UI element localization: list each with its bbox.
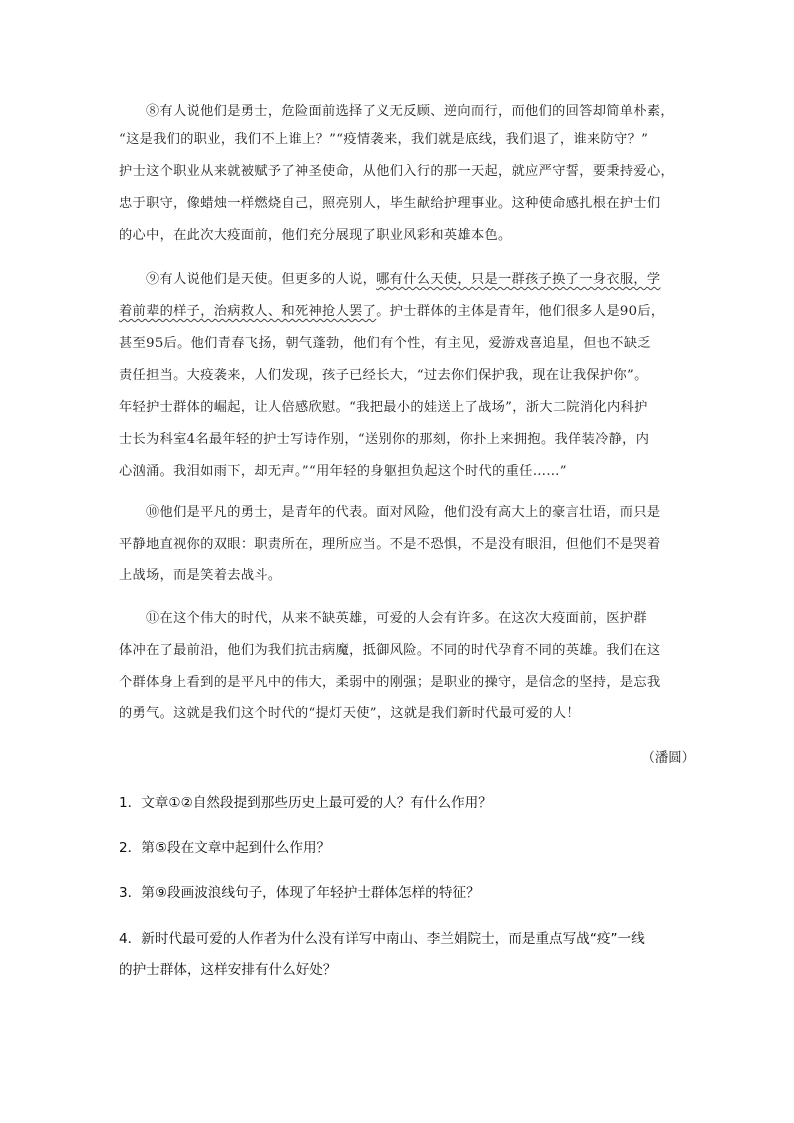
paragraph-line: ⑧有人说他们是勇士，危险面前选择了义无反顾、逆向而行，而他们的回答却简单朴素， — [146, 104, 674, 119]
paragraph-line: 体冲在了最前沿，他们为我们抗击病魔，抵御风险。不同的时代孕育不同的英雄。我们在这 — [119, 643, 661, 658]
wavy-underlined-sentence: 着前辈的样子，治病救人、和死神抢人罢了 — [119, 304, 377, 319]
paragraph-line: 的心中，在此次大疫面前，他们充分展现了职业风彩和英雄本色。 — [119, 228, 512, 243]
paragraph-line: 年轻护士群体的崛起，让人倍感欣慰。“我把最小的娃送上了战场”，浙大二院消化内科护 — [119, 400, 648, 415]
wavy-underlined-sentence: 哪有什么天使，只是一群孩子换了一身衣服，学 — [376, 272, 661, 287]
paragraph-line: ⑪在这个伟大的时代，从来不缺英雄，可爱的人会有许多。在这次大疫面前，医护群 — [146, 611, 647, 626]
paragraph-line: “这是我们的职业，我们不上谁上？”“疫情袭来，我们就是底线，我们退了，谁来防守？” — [119, 132, 649, 147]
paragraph-line: 心汹涌。我泪如雨下，却无声。”“用年轻的身躯担负起这个时代的重任……” — [119, 464, 567, 479]
question-item: 1．文章①②自然段提到那些历史上最可爱的人？有什么作用？ — [119, 795, 492, 811]
author-attribution: （潘圆） — [641, 751, 695, 766]
paragraph-line — [146, 270, 679, 290]
paragraph-line: 忠于职守，像蜡烛一样燃烧自己，照亮别人，毕生献给护理事业。这种使命感扎根在护士们 — [119, 196, 661, 211]
paragraph-line: 护士这个职业从来就被赋予了神圣使命，从他们入行的那一天起，就应严守誓，要秉持爱心， — [119, 164, 675, 179]
paragraph-line: ⑩他们是平凡的勇士，是青年的代表。面对风险，他们没有高大上的豪言壮语，而只是 — [146, 505, 661, 520]
paragraph-line: 责任担当。大疫袭来，人们发现，孩子已经长大，“过去你们保护我，现在让我保护你”。 — [119, 368, 648, 383]
paragraph-line — [119, 302, 679, 322]
paragraph-line: 个群体身上看到的是平凡中的伟大，柔弱中的刚强；是职业的操守，是信念的坚持，是忘我 — [119, 675, 661, 690]
question-item: 4．新时代最可爱的人作者为什么没有详写中南山、李兰娟院士，而是重点写战“疫”一线 — [119, 931, 645, 947]
paragraph-line: 的勇气。这就是我们这个时代的“提灯天使”，这就是我们新时代最可爱的人！ — [119, 706, 580, 721]
paragraph-line: 上战场，而是笑着去战斗。 — [119, 568, 282, 583]
paragraph-line: 平静地直视你的双眼：职责所在，理所应当。不是不恐惧，不是没有眼泪，但他们不是哭着 — [119, 537, 661, 552]
plain-text: ⑨有人说他们是天使。但更多的人说， — [146, 272, 377, 287]
plain-text: 。护士群体的主体是青年，他们很多人是90后， — [376, 304, 665, 319]
question-item: 的护士群体，这样安排有什么好处？ — [119, 962, 337, 978]
question-item: 3．第⑨段画波浪线句子，体现了年轻护士群体怎样的特征？ — [119, 885, 480, 901]
paragraph-line: 士长为科室4名最年轻的护士写诗作别，“送别你的那刻，你扑上来拥抱。我佯装冷静，内 — [119, 432, 650, 447]
paragraph-line: 甚至95后。他们青春飞扬，朝气蓬勃，他们有个性，有主见，爱游戏喜追星，但也不缺乏 — [119, 336, 651, 351]
question-item: 2．第⑤段在文章中起到什么作用？ — [119, 840, 331, 856]
